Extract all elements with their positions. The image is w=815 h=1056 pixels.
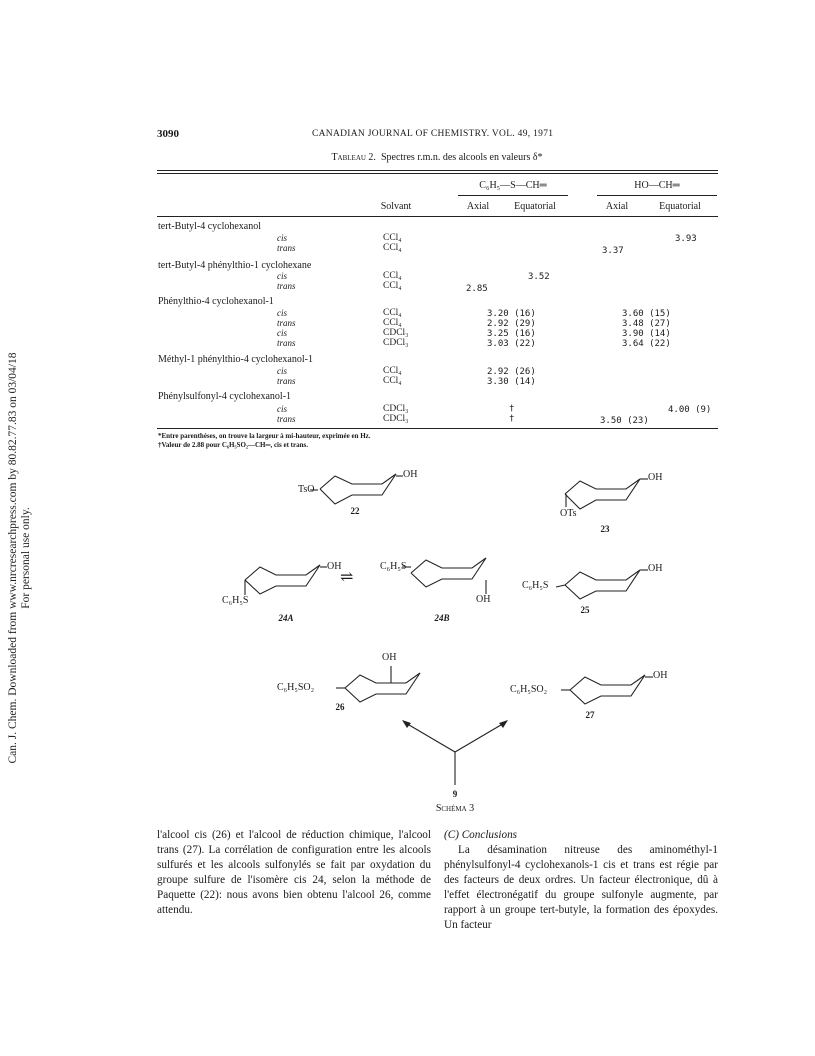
stereo-label: trans bbox=[277, 318, 296, 328]
compound-label-24b: 24B bbox=[434, 613, 450, 623]
c6h5s-label: C₆H₅S bbox=[380, 561, 407, 572]
page-number: 3090 bbox=[157, 128, 179, 140]
cyclohexane-ring-22 bbox=[320, 474, 396, 504]
cyclohexane-ring-24a bbox=[245, 565, 320, 594]
header-sch-axial: Axial bbox=[466, 201, 490, 212]
cyclohexane-ring-23 bbox=[565, 479, 640, 509]
solvent-cell: CCl₄ bbox=[383, 281, 402, 291]
side-note-line-1: Can. J. Chem. Downloaded from www.nrcresearchpress.com by 80.82.77.83 on 03/04/18 bbox=[7, 352, 19, 764]
sch-value: † bbox=[509, 404, 515, 414]
solvent-cell: CCl₄ bbox=[383, 376, 402, 386]
hoch-ax-value: 3.37 bbox=[602, 246, 624, 256]
stereo-label: trans bbox=[277, 338, 296, 348]
solvent-cell: CDCl₃ bbox=[383, 414, 409, 424]
scheme-title: Schéma 3 bbox=[435, 803, 475, 814]
compound-label-24a: 24A bbox=[278, 613, 294, 623]
sch-value: 3.20 (16) bbox=[487, 309, 536, 319]
body-right-column bbox=[444, 828, 718, 933]
table-footnote: *Entre parenthèses, on trouve la largeur à mi-hauteur, exprimée en Hz. bbox=[158, 432, 371, 440]
c6h5s-label: C₆H₅S bbox=[222, 595, 249, 606]
stereo-label: cis bbox=[277, 366, 287, 376]
body-left-paragraph: l'alcool cis (26) et l'alcool de réduction chimique, l'alcool trans (27). La corrélation de configuration entre les alcools sulfurés et les alcools sulfonylés se fait par oxydation du groupe sulfure de l'isomère cis 24, selon la méthode de Paquette (22): nous avons bien obtenu l'alcool 26, comme attendu. bbox=[157, 829, 431, 916]
hoch-value: 3.60 (15) bbox=[622, 309, 671, 319]
sch-ax-value: 2.85 bbox=[466, 284, 488, 294]
hoch-value: 3.64 (22) bbox=[622, 339, 671, 349]
header-hoch-equatorial: Equatorial bbox=[659, 201, 701, 212]
bond-25-s bbox=[556, 585, 565, 587]
compound-name: Phénylthio-4 cyclohexanol-1 bbox=[158, 296, 274, 307]
solvent-cell: CCl₄ bbox=[383, 366, 402, 376]
stereo-label: cis bbox=[277, 328, 287, 338]
oh-label: OH bbox=[327, 561, 342, 572]
compound-label-23: 23 bbox=[600, 524, 610, 534]
sch-value: 3.30 (14) bbox=[487, 377, 536, 387]
compound-name: Méthyl-1 phénylthio-4 cyclohexanol-1 bbox=[158, 354, 313, 365]
section-heading: (C) Conclusions bbox=[444, 829, 518, 841]
sch-eq-value: 3.52 bbox=[528, 272, 550, 282]
stereo-label: cis bbox=[277, 271, 287, 281]
sch-value: † bbox=[509, 414, 515, 424]
arrow-left-line bbox=[404, 722, 455, 752]
oh-label: OH bbox=[648, 472, 663, 483]
compound-label-27: 27 bbox=[585, 710, 595, 720]
solvent-cell: CCl₄ bbox=[383, 243, 402, 253]
stereo-label: cis bbox=[277, 308, 287, 318]
c6h5so2-label: C₆H₅SO₂ bbox=[277, 682, 315, 693]
equilibrium-arrows: ⇌ bbox=[340, 569, 354, 586]
body-left-column bbox=[157, 828, 431, 918]
tso-label: TsO bbox=[298, 484, 315, 495]
oh-label: OH bbox=[653, 670, 668, 681]
journal-header: CANADIAN JOURNAL OF CHEMISTRY. VOL. 49, 1971 bbox=[312, 129, 554, 139]
solvent-cell: CDCl₃ bbox=[383, 328, 409, 338]
oh-label: OH bbox=[382, 652, 397, 663]
compound-label-26: 26 bbox=[335, 702, 345, 712]
oh-label: OH bbox=[476, 594, 491, 605]
stereo-label: trans bbox=[277, 243, 296, 253]
cyclohexane-ring-27 bbox=[570, 675, 645, 704]
hoch-ax-value: 3.50 (23) bbox=[600, 416, 649, 426]
stereo-label: cis bbox=[277, 404, 287, 414]
c6h5so2-label: C₆H₅SO₂ bbox=[510, 684, 548, 695]
hoch-value: 3.48 (27) bbox=[622, 319, 671, 329]
header-solvant: Solvant bbox=[380, 201, 412, 212]
header-hoch-axial: Axial bbox=[605, 201, 629, 212]
hoch-value: 3.90 (14) bbox=[622, 329, 671, 339]
compound-name: tert-Butyl-4 phénylthio-1 cyclohexane bbox=[158, 260, 312, 271]
compound-name: tert-Butyl-4 cyclohexanol bbox=[158, 221, 262, 232]
compound-label-22: 22 bbox=[350, 506, 360, 516]
solvent-cell: CCl₄ bbox=[383, 233, 402, 243]
cyclohexane-ring-24b bbox=[411, 558, 486, 587]
sch-value: 2.92 (26) bbox=[487, 367, 536, 377]
cyclohexane-ring-26 bbox=[345, 673, 420, 702]
stereo-label: trans bbox=[277, 414, 296, 424]
sch-value: 3.25 (16) bbox=[487, 329, 536, 339]
cyclohexane-ring-25 bbox=[565, 570, 640, 599]
arrow-left-head bbox=[402, 720, 411, 728]
solvent-cell: CDCl₃ bbox=[383, 338, 409, 348]
solvent-cell: CCl₄ bbox=[383, 271, 402, 281]
compound-label-9: 9 bbox=[452, 789, 458, 799]
solvent-cell: CCl₄ bbox=[383, 308, 402, 318]
arrow-right-line bbox=[455, 722, 506, 752]
solvent-cell: CCl₄ bbox=[383, 318, 402, 328]
sch-value: 3.03 (22) bbox=[487, 339, 536, 349]
header-sch-group: C₆H₅—S—CH═ bbox=[479, 180, 547, 191]
sch-value: 2.92 (29) bbox=[487, 319, 536, 329]
side-note-line-2: For personal use only. bbox=[20, 507, 32, 609]
c6h5s-label: C₆H₅S bbox=[522, 580, 549, 591]
hoch-eq-value: 4.00 (9) bbox=[668, 405, 712, 415]
stereo-label: trans bbox=[277, 376, 296, 386]
oh-label: OH bbox=[648, 563, 663, 574]
table-title: Spectres r.m.n. des alcools en valeurs δ* bbox=[380, 152, 543, 163]
header-sch-equatorial: Equatorial bbox=[514, 201, 556, 212]
stereo-label: cis bbox=[277, 233, 287, 243]
table-footnote: †Valeur de 2.88 pour C₆H₅SO₂—CH═, cis et trans. bbox=[158, 441, 308, 449]
compound-name: Phénylsulfonyl-4 cyclohexanol-1 bbox=[158, 391, 292, 402]
header-hoch-group: HO—CH═ bbox=[634, 180, 680, 191]
solvent-cell: CDCl₃ bbox=[383, 404, 409, 414]
stereo-label: trans bbox=[277, 281, 296, 291]
ots-label: OTs bbox=[560, 508, 577, 519]
body-right-paragraph: La désamination nitreuse des aminométhyl-1 phénylsulfonyl-4 cyclohexanols-1 cis et trans est régie par des facteurs de deux ordres. Un facteur électronique, dû à l'effet électronégatif du groupe sulfonyle augmente, par rapport à un groupe tert-butyle, la formation des époxydes. Un facteur bbox=[444, 844, 718, 931]
arrow-right-head bbox=[499, 720, 508, 728]
table-label: Tableau 2. bbox=[331, 152, 376, 163]
oh-label: OH bbox=[403, 469, 418, 480]
hoch-eq-value: 3.93 bbox=[675, 234, 697, 244]
compound-label-25: 25 bbox=[580, 605, 590, 615]
